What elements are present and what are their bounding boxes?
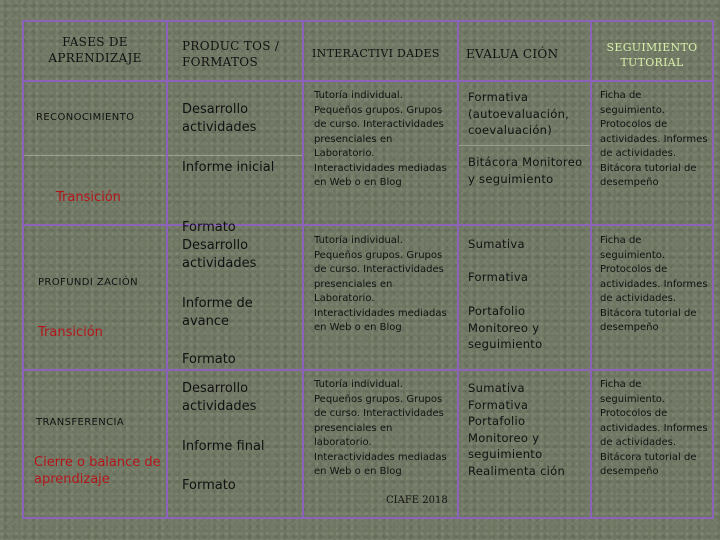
header-evaluation: EVALUA CIÓN bbox=[466, 47, 559, 61]
inner-divider-phases-1 bbox=[24, 155, 166, 156]
header-interactivities: INTERACTIVI DADES bbox=[312, 47, 440, 60]
header-products: PRODUC TOS / FORMATOS bbox=[182, 39, 280, 69]
phase-recognition: RECONOCIMIENTO bbox=[36, 112, 135, 123]
credit-label: CIAFE 2018 bbox=[386, 495, 448, 506]
product-final-report: Informe final bbox=[182, 439, 265, 454]
inner-divider-products-1 bbox=[168, 155, 302, 156]
grid-border-top bbox=[22, 20, 714, 22]
product-development-3: Desarrollo actividades bbox=[182, 381, 257, 414]
grid-border-left bbox=[22, 20, 24, 519]
tutorial-block-3: Ficha de seguimiento. Protocolos de actividades. Informes de actividades. Bitácora tutorial de desempeño bbox=[600, 379, 708, 477]
grid-col-divider-4 bbox=[590, 20, 592, 519]
product-initial-report: Informe inicial bbox=[182, 160, 275, 175]
evaluation-formative: Formativa (autoevaluación, coevaluación) bbox=[468, 90, 570, 137]
header-tutorial: SEGUIMIENTO TUTORIAL bbox=[606, 41, 698, 69]
grid-col-divider-2 bbox=[302, 20, 304, 519]
product-development-1: Desarrollo actividades bbox=[182, 102, 257, 135]
grid-header-divider bbox=[22, 80, 714, 82]
tutorial-block-2: Ficha de seguimiento. Protocolos de actividades. Informes de actividades. Bitácora tutorial de desempeño bbox=[600, 235, 708, 333]
phase-transition-2: Transición bbox=[38, 325, 103, 340]
grid-col-divider-3 bbox=[457, 20, 459, 519]
grid-border-right bbox=[712, 20, 714, 519]
product-format-development: Formato Desarrollo actividades bbox=[182, 220, 257, 271]
interactivities-block-2: Tutoría individual. Pequeños grupos. Grupos de curso. Interactividades presenciales en Laboratorio. Interactividades mediadas en Web o en Blog bbox=[314, 235, 447, 333]
evaluation-formative-2: Formativa bbox=[468, 270, 529, 284]
interactivities-block-3: Tutoría individual. Pequeños grupos. Grupos de curso. Interactividades presenciales en laboratorio. Interactividades mediadas en Web o en Blog bbox=[314, 379, 447, 477]
grid-border-bottom bbox=[22, 517, 714, 519]
header-phases: FASES DE APRENDIZAJE bbox=[48, 35, 142, 65]
inner-divider-evaluation-1 bbox=[459, 145, 590, 146]
interactivities-block-1: Tutoría individual. Pequeños grupos. Grupos de curso. Interactividades presenciales en Laboratorio. Interactividades mediadas en Web o en Blog bbox=[314, 90, 447, 188]
evaluation-final-block: Sumativa Formativa Portafolio Monitoreo y seguimiento Realimenta ción bbox=[468, 381, 566, 478]
grid-col-divider-1 bbox=[166, 20, 168, 519]
tutorial-block-1: Ficha de seguimiento. Protocolos de actividades. Informes de actividades. Bitácora tutorial de desempeño bbox=[600, 90, 708, 188]
product-format-3: Formato bbox=[182, 478, 236, 493]
phase-deepening: PROFUNDI ZACIÓN bbox=[38, 277, 139, 288]
phase-closing: Cierre o balance de aprendizaje bbox=[34, 455, 161, 487]
product-progress-report: Informe de avance bbox=[182, 296, 253, 329]
evaluation-portfolio: Portafolio Monitoreo y seguimiento bbox=[468, 304, 543, 351]
grid-row-divider-2 bbox=[22, 369, 714, 371]
phase-transfer: TRANSFERENCIA bbox=[36, 417, 125, 428]
evaluation-summative: Sumativa bbox=[468, 237, 525, 251]
product-format-2: Formato bbox=[182, 352, 236, 367]
phase-transition-1: Transición bbox=[56, 190, 121, 205]
grid-row-divider-1 bbox=[22, 224, 714, 226]
evaluation-log-monitoring: Bitácora Monitoreo y seguimiento bbox=[468, 155, 583, 186]
